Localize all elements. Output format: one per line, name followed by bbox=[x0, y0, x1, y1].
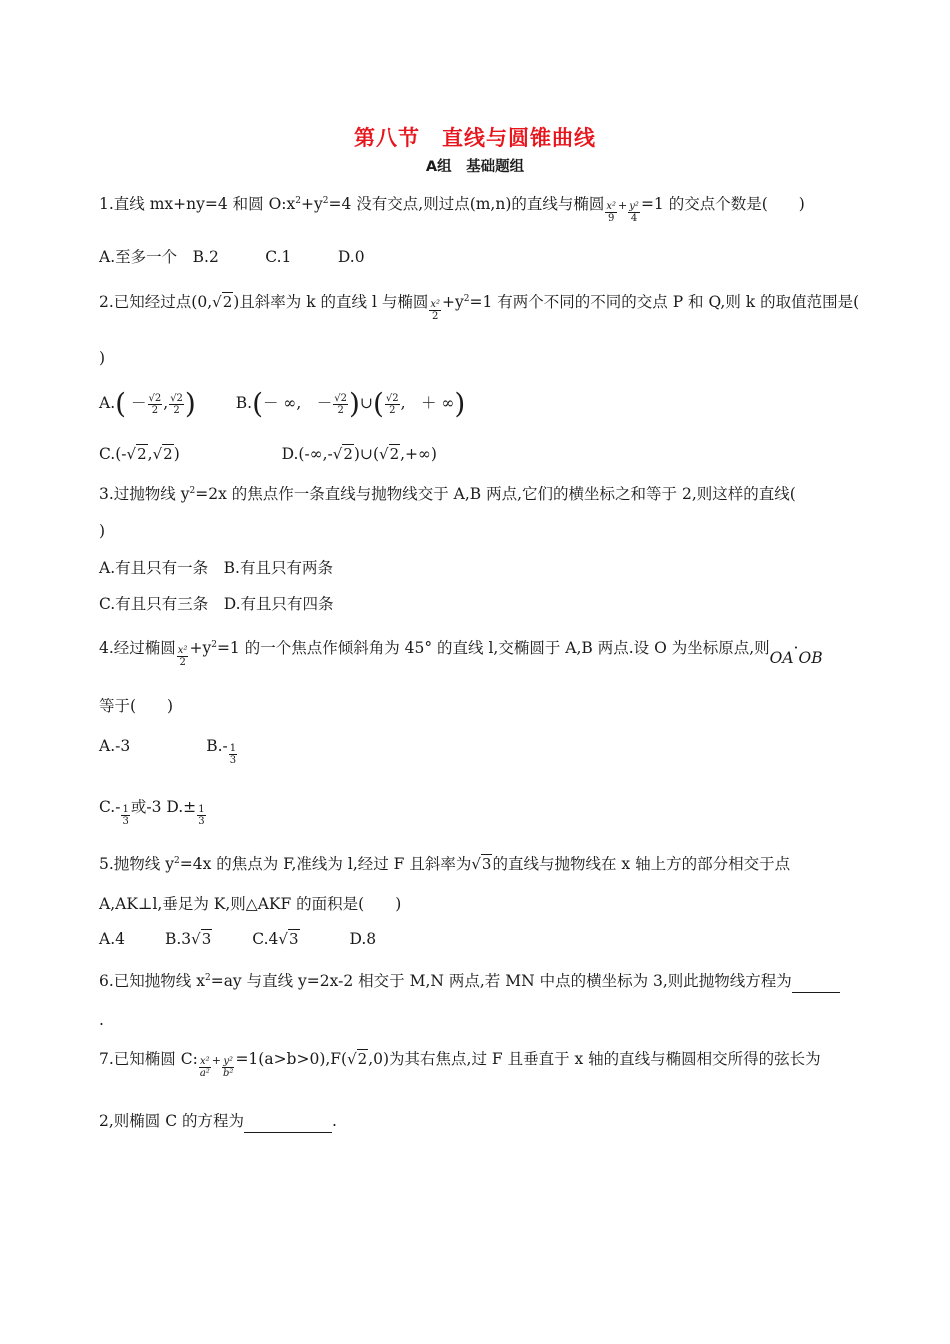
question-3-options-cd: C.有且只有三条 D.有且只有四条 bbox=[99, 595, 334, 613]
fraction: $\frac{√2}{2}$ bbox=[148, 392, 162, 416]
fraction: $\frac{1}{3}$ bbox=[198, 804, 205, 827]
question-1: 1.直线 mx+ny=4 和圆 $O:x^2+y^2=4$ 没有交点,则过点(m,n)的直线与椭圆 $\frac{\text{x²}}{9}$ + $\frac{\text{y²}}{4}$ =1 的交点个数是( ) bbox=[99, 195, 805, 224]
fraction: $\frac{\text{x²}}{2}$ bbox=[430, 299, 440, 322]
question-6-end: . bbox=[99, 1011, 104, 1029]
sqrt: √2 bbox=[212, 293, 233, 311]
section-subtitle: A组 基础题组 bbox=[425, 159, 525, 175]
question-5-line2: A,AK⊥l,垂足为 K,则△AKF 的面积是( ) bbox=[99, 895, 402, 913]
question-2-options-cd: C.(-√2,√2) D.(-∞,-√2)∪(√2,+∞) bbox=[99, 445, 437, 463]
question-7: 7.已知椭圆 C: $\frac{\text{x²}}{\text{a²}}$ + $\frac{\text{y²}}{\text{b²}}$ =1(a>b>0),F(√2,0)为其右焦点,过 F 且垂直于 x 轴的直线与椭圆相交所得的弦长为 bbox=[99, 1050, 821, 1079]
question-4-line2: 等于( ) bbox=[99, 697, 174, 715]
fraction: $\frac{\text{y²}}{\text{b²}}$ bbox=[223, 1056, 234, 1079]
question-2-close: ) bbox=[99, 349, 106, 367]
question-7-line2: 2,则椭圆 C 的方程为 . bbox=[99, 1110, 337, 1133]
question-2: 2.已知经过点(0,√2)且斜率为 k 的直线 l 与椭圆 $\frac{\text{x²}}{2}$ $+y^2=1$ 有两个不同的不同的交点 P 和 Q,则 k 的取值范围是( bbox=[99, 293, 860, 322]
vector-ob: OB bbox=[798, 649, 823, 667]
vector-oa: OA bbox=[769, 649, 794, 667]
fraction: $\frac{\text{x²}}{9}$ bbox=[606, 201, 617, 224]
fraction: $\frac{\text{x²}}{2}$ bbox=[177, 645, 188, 668]
page-title: 第八节 直线与圆锥曲线 bbox=[354, 126, 596, 150]
fraction: $\frac{\text{y²}}{4}$ bbox=[629, 201, 639, 224]
fraction: $\frac{√2}{2}$ bbox=[385, 392, 399, 416]
fraction: $\frac{1}{3}$ bbox=[229, 743, 237, 766]
fraction: $\frac{√2}{2}$ bbox=[334, 392, 348, 416]
answer-blank[interactable] bbox=[244, 1110, 332, 1133]
question-6: 6.已知抛物线 $x^2=ay$ 与直线 y=2x-2 相交于 M,N 两点,若 MN 中点的横坐标为 3,则此抛物线方程为 bbox=[99, 967, 840, 993]
question-4-options-cd: C.- $\frac{1}{3}$ 或-3 D.± $\frac{1}{3}$ bbox=[99, 798, 205, 827]
question-5-options: A.4 B.3√3 C.4√3 D.8 bbox=[99, 930, 377, 948]
question-4-options-ab: A.-3 B.- $\frac{1}{3}$ bbox=[99, 737, 237, 766]
fraction: $\frac{\text{x²}}{\text{a²}}$ bbox=[199, 1056, 210, 1079]
question-3-close: ) bbox=[99, 522, 106, 540]
fraction: $\frac{1}{3}$ bbox=[122, 804, 129, 827]
question-4: 4.经过椭圆 $\frac{\text{x²}}{2}$ $+y^2=1$ 的一个焦点作倾斜角为 45° 的直线 l,交椭圆于 A,B 两点.设 O 为坐标原点,则OA·OB bbox=[99, 639, 823, 668]
question-3-options-ab: A.有且只有一条 B.有且只有两条 bbox=[99, 559, 333, 577]
question-5: 5.抛物线 $y^2=4x$ 的焦点为 F,准线为 l,经过 F 且斜率为√3的直线与抛物线在 x 轴上方的部分相交于点 bbox=[99, 855, 791, 873]
question-1-options: A.至多一个 B.2 C.1 D.0 bbox=[99, 248, 365, 266]
answer-blank[interactable] bbox=[792, 970, 840, 993]
fraction: $\frac{√2}{2}$ bbox=[170, 392, 183, 416]
question-2-options-ab: A.( － $\frac{√2}{2}$ , $\frac{√2}{2}$ ) B.(－ ∞, － $\frac{√2}{2}$ )∪( $\frac{√2}{2}$ , ＋ ∞) bbox=[99, 387, 466, 420]
question-3: 3.过抛物线 $y^2=2x$ 的焦点作一条直线与抛物线交于 A,B 两点,它们的横坐标之和等于 2,则这样的直线( bbox=[99, 485, 796, 503]
